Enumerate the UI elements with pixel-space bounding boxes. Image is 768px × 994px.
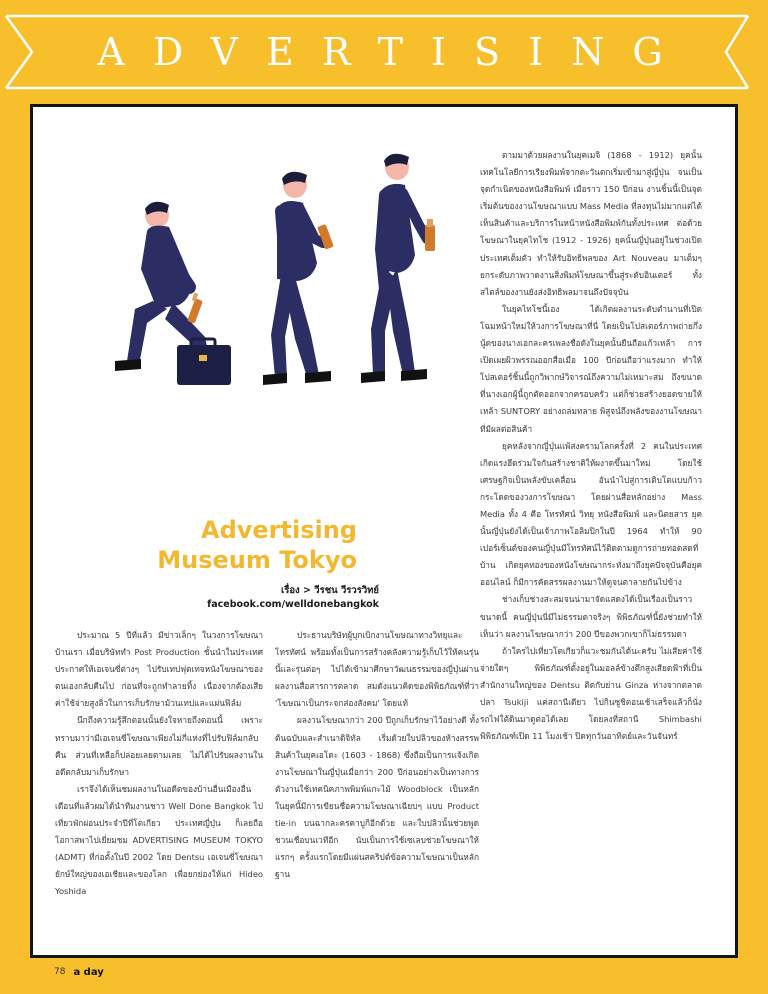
headline-line-2: Museum Tokyo <box>157 546 357 574</box>
text-column-left <box>55 627 263 901</box>
article-panel <box>30 104 738 958</box>
walking-man-figure <box>263 172 334 385</box>
facebook-link[interactable]: facebook.com/welldonebangkok <box>207 599 379 610</box>
paragraph: ตามมาด้วยผลงานในยุคเมจิ (1868 - 1912) ยุคนั้นเทคโนโลยีการเรียงพิมพ์จากตะวันตกเริ่มเข้ามาสู่ญี่ปุ่น จนเป็นจุดกำเนิดของหนังสือพิมพ์ เมื่อราว 150 ปีก่อน งานชิ้นนี้เป็นจุดเริ่มต้นของงานโฆษณาแบบ Mass Media ที่ลงทุนไม่มากแต่ได้เห็นสินค้าและบริการในหน้าหนังสือพิมพ์กันทั้งประเทศ ต่อด้วยโฆษณาในยุคไทโช (1912 - 1926) ยุคนั้นญี่ปุ่นอยู่ในช่วงเปิดประเทศเต็มตัว ทำให้รับอิทธิพลของ Art Nouveau มาเต็มๆ ยกระดับภาพวาดงานสิ่งพิมพ์โฆษณาขึ้นสู่ระดับอินเตอร์ ทั้งสไตล์ของงานยังส่งอิทธิพลมาจนถึงปัจจุบัน <box>480 150 702 297</box>
author-credit: เรื่อง > วีรชน วีรวรวิทย์ <box>281 585 379 596</box>
article-byline <box>151 584 379 612</box>
paragraph: ยุคหลังจากญี่ปุ่นแพ้สงครามโลกครั้งที่ 2 คนในประเทศเกิดแรงฮึดร่วมใจกันสร้างชาติให้ผงาดขึ้นมาใหม่ โดยใช้เศรษฐกิจเป็นพลังขับเคลื่อน อันนำไปสู่การเติบโตแบบก้าวกระโดดของวงการโฆษณา โดยผ่านสื่อหลักอย่าง Mass Media ทั้ง 4 คือ โทรทัศน์ วิทยุ หนังสือพิมพ์ และนิตยสาร ยุคนั้นญี่ปุ่นยังได้เป็นเจ้าภาพโอลิมปิกในปี 1964 ทำให้ 90 เปอร์เซ็นต์ของคนญี่ปุ่นมีโทรทัศน์ไว้ติดตามดูการถ่ายทอดสดที่บ้าน เกิดยุคทองของหนังโฆษณากระทั่งมาถึงยุคปัจจุบันคือยุคออนไลน์ ก็มีการคัดสรรผลงานมาให้ดูจนตาลายกันไปข้าง <box>480 440 702 588</box>
headline-line-1: Advertising <box>201 516 357 544</box>
paragraph: ประมาณ 5 ปีที่แล้ว มีข่าวเล็กๆ ในวงการโฆษณาบ้านเรา เมื่อบริษัททำ Post Production ชั้นนำในประเทศประกาศให้เอเจนซี่ต่างๆ ไปรับเทปฟุตเทจหนังโฆษณาของตนเองกลับคืนไป ก่อนที่จะถูกทำลายทิ้ง เนื่องจากต้องเสียค่าใช้จ่ายสูงลิ่วในการเก็บรักษาม้วนเทปและแผ่นฟิล์ม <box>55 630 263 709</box>
page-footer <box>54 962 104 982</box>
header-banner <box>0 12 768 92</box>
paragraph: ประธานบริษัทผู้บุกเบิกงานโฆษณาทางวิทยุและโทรทัศน์ พร้อมทั้งเป็นการสร้างคลังความรู้เก็บไว้ให้คนรุ่นนี้และรุ่นต่อๆ ไปได้เข้ามาศึกษาวัฒนธรรมของญี่ปุ่นผ่านผลงานสื่อสารการตลาด สมดังแนวคิดของพิพิธภัณฑ์ที่ว่า 'โฆษณาเป็นกระจกส่องสังคม' โดยแท้ <box>275 630 479 709</box>
page-number: 78 <box>54 967 66 977</box>
text-column-right <box>480 147 702 745</box>
magazine-name: a day <box>73 966 104 978</box>
upright-man-figure <box>361 154 435 383</box>
evolution-illustration <box>81 139 461 419</box>
paragraph: ช่างเก็บช่างสะสมจนน่ามาจัดแสดงได้เป็นเรื่องเป็นราวขนาดนี้ คนญี่ปุ่นนี่มีไม่ธรรมดาจริงๆ พิพิธภัณฑ์นี้ยังช่วยทำให้เห็นว่า ผลงานโฆษณากว่า 200 ปีของพวกเขาก็ไม่ธรรมดา <box>480 594 702 639</box>
article-headline <box>149 515 357 575</box>
paragraph: เราจึงได้เห็นชมผลงานในอดีตของบ้านอื่นเมืองอื่น เดือนที่แล้วผมได้นำทีมงานชาว Well Done Bangkok ไปเที่ยวพักผ่อนประจำปีที่โตเกียว ประเทศญี่ปุ่น ก็เลยถือโอกาสพาไปเยี่ยมชม ADVERTISING MUSEUM TOKYO (ADMT) ที่ก่อตั้งในปี 2002 โดย Dentsu เอเจนซี่โฆษณายักษ์ใหญ่ของเอเชียและของโลก เพื่อยกย่องให้แก่ Hideo Yoshida <box>55 783 263 897</box>
paragraph: ในยุคไทโชนี้เอง ได้เกิดผลงานระดับตำนานที่เปิดโฉมหน้าใหม่ให้วงการโฆษณาที่นี่ โดยเป็นโปสเตอร์ภาพถ่ายกึ่งนู้ดของนางเอกละครเพลงชื่อดังในยุคนั้นยืนถือแก้วเหล้า การเปิดเผยผิวพรรณออกสื่อเมื่อ 100 ปีก่อนถือว่าแรงมาก ทำให้โปสเตอร์ชิ้นนี้ถูกวิพากษ์วิจารณ์ถึงความไม่เหมาะสม ถึงขนาดที่นางเอกผู้นี้ถูกตัดออกจากครอบครัว แต่ก็ช่วยสร้างยอดขายให้เหล้า SUNTORY อย่างถล่มทลาย พิสูจน์ถึงพลังของงานโฆษณาที่มีผลต่อสินค้า <box>480 303 702 434</box>
text-column-middle <box>275 627 479 883</box>
paragraph: ผลงานโฆษณากว่า 200 ปีถูกเก็บรักษาไว้อย่างดี ทั้งต้นฉบับและสำเนาดิจิทัล เริ่มด้วยใบปลิวของห้างสรรพสินค้าในยุคเอโดะ (1603 - 1868) ซึ่งถือเป็นการแจ้งเกิดงานโฆษณาในญี่ปุ่นเมื่อกว่า 200 ปีก่อนอย่างเป็นทางการ ตัวงานใช้เทคนิคภาพพิมพ์แกะไม้ Woodblock เป็นหลัก ในยุคนี้มีการเขียนชื่อความโฆษณาเฉียบๆ แบบ Product tie-in บนฉากละครคาบูกิอีกด้วย และใบปลิวนั้นช่วยพูดชวนเชื่อบนเวทีอีก นับเป็นการใช้เซเลบช่วยโฆษณาให้แรกๆ ครั้งแรกโดยมีแผ่นสคริปต์ข้อความโฆษณาเป็นหลักฐาน <box>275 715 479 880</box>
paragraph: นึกถึงความรู้สึกตอนนั้นยังใจหายถึงตอนนี้ เพราะทราบมาว่ามีเอเจนซี่โฆษณาเพียงไม่กี่แห่งที่ไปรับฟิล์มกลับคืน ส่วนที่เหลือก็ปล่อยเลยตามเลย ไม่ได้ไปรับผลงานในอดีตกลับมาเก็บรักษา <box>55 715 263 777</box>
paragraph: ถ้าใครไปเที่ยวโตเกียวก็แวะชมกันได้นะครับ ไม่เสียค่าใช้จ่ายใดๆ พิพิธภัณฑ์ตั้งอยู่ในมอลล์ข้างตึกสูงเสียดฟ้าที่เป็นสำนักงานใหญ่ของ Dentsu ติดกับย่าน Ginza ห่างจากตลาดปลา Tsukiji แค่สถานีเดียว ไปกินซูชิตอนเช้าเสร็จแล้วก็นั่งรถไฟใต้ดินมาดูต่อได้เลย โดยลงที่สถานี Shimbashi พิพิธภัณฑ์เปิด 11 โมงเช้า ปิดทุกวันอาทิตย์และวันจันทร์ <box>480 645 702 742</box>
section-title: ADVERTISING <box>97 30 691 74</box>
crouching-man-figure <box>115 202 231 385</box>
